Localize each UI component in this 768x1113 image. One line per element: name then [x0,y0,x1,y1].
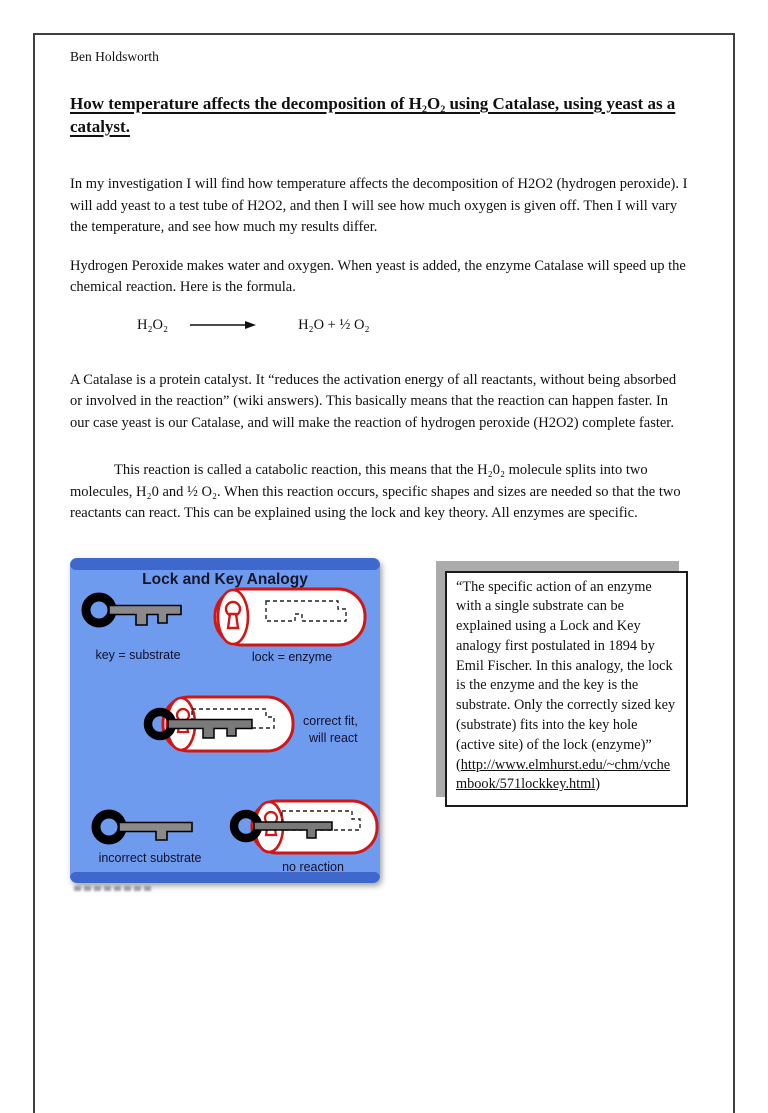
lock-key-figure [70,558,380,891]
no-reaction-label: no reaction [282,859,344,874]
paragraph-catabolic-reaction: This reaction is called a catabolic reaction, this means that the H₂0₂ molecule splits into two molecules, H₂0 and ½ O₂. When this reaction occurs, specific shapes and sizes are needed so that the two reactants can react. This can be explained using the lock and key theory. All enzymes are specific. [70,462,681,521]
source-link[interactable]: http://www.elmhurst.edu/~chm/vchembook/571lockkey.html [456,756,671,793]
paragraph-investigation: In my investigation I will find how temperature affects the decomposition of H2O2 (hydrogen peroxide). I will add yeast to a test tube of H2O2, and then I will see how much oxygen is given off. Then I will vary the temperature, and see how much my results differ. [70,176,688,235]
equation-rhs: H₂O + ½ O₂ [298,316,370,333]
lock-and-key-diagram-image [70,558,380,883]
quote-box [445,571,688,808]
quote-text: “The specific action of an enzyme with a single substrate can be explained using a Lock and Key analogy first postulated in 1894 by Emil Fischer. In this analogy, the lock is the enzyme and the key is the substrate. Only the correctly sized key (substrate) fits into the key hole (active site) of the lock (enzyme)” [456,578,676,753]
correct-fit-label-line1: correct fit, [303,713,358,728]
link-open-paren: ( [456,756,461,773]
incorrect-substrate-label: incorrect substrate [98,850,202,865]
lock-icon [215,589,365,645]
key-substrate-label: key = substrate [95,647,181,662]
image-credit-smudge [74,886,152,891]
paragraph-catalase-definition: A Catalase is a protein catalyst. It “reduces the activation energy of all reactants, without being absorbed or involved in the reaction” (wiki answers). This basically means that the reaction can happen faster. In our case yeast is our Catalase, and will make the reaction of hydrogen peroxide (H2O2) complete faster. [70,371,677,431]
author-name: Ben Holdsworth [70,49,159,64]
document-title: How temperature affects the decomposition of H₂O₂ using Catalase, using yeast as a catalyst. [70,94,676,136]
diagram-title: Lock and Key Analogy [142,570,308,588]
chemical-equation [137,317,688,334]
quote-source-line [456,756,678,796]
reaction-arrow-icon [190,319,256,331]
diagram-top-band [70,558,380,570]
correct-fit-lock-and-key-icon [148,697,293,751]
correct-fit-label-line2: will react [309,730,358,745]
link-close-paren: ) [595,776,601,793]
paragraph-formula-intro: Hydrogen Peroxide makes water and oxygen. When yeast is added, the enzyme Catalase will speed up the chemical reaction. Here is the formula. [70,257,686,295]
figure-row [70,558,688,891]
lock-enzyme-label: lock = enzyme [251,649,333,664]
document-page [33,33,735,1113]
equation-lhs: H₂O₂ [137,316,169,333]
